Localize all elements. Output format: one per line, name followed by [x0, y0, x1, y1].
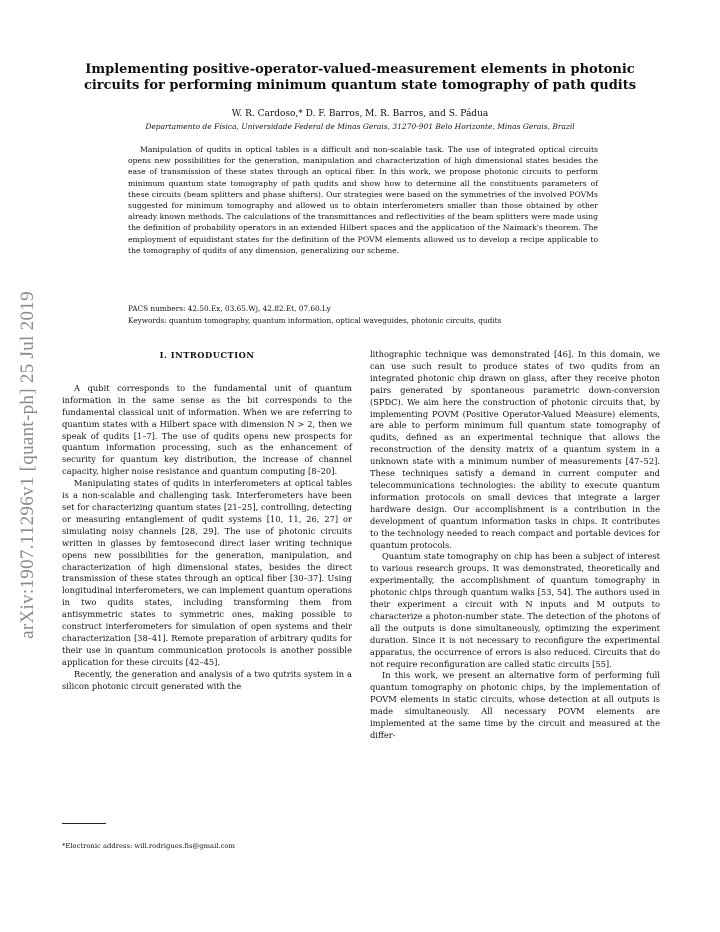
body-paragraph: lithographic technique was demonstrated [46]. In this domain, we can use such result to produce states of two qudits from an integrated photonic chip drawn on glass, after they receive photon pairs generated by spontaneous parametric down-conversion (SPDC). We aim here the construction of photonic circuits that, by implementing POVM (Positive Operator-Valued Measure) elements, are able to perform minimum full quantum state tomography of qudits, defined as an experimental technique that allows the reconstruction of the density matrix of a quantum system in a unknown state with a minimum number of measurements [47–52]. These techniques satisfy a demand in current computer and telecommunications technologies: the ability to execute quantum information protocols on small devices that integrate a larger hardware design. Our accomplishment is a contribution in the development of quantum information tasks in chips. It contributes to the technology needed to reach compact and portable devices for quantum protocols.	[370, 349, 660, 550]
footnote-email: *Electronic address: will.rodrigues.fis@gmail.com	[62, 842, 235, 850]
left-column	[62, 349, 352, 692]
arxiv-identifier: arXiv:1907.11296v1 [quant-ph] 25 Jul 2019	[17, 291, 38, 639]
right-column	[370, 349, 660, 742]
body-paragraph: In this work, we present an alternative form of performing full quantum tomography on photonic chips, by the implementation of POVM elements in static circuits, whose detection at all outputs is made simultaneously. All necessary POVM elements are implemented at the same time by the circuit and measured at the differ-	[370, 670, 660, 740]
author-list: W. R. Cardoso,* D. F. Barros, M. R. Barros, and S. Pádua	[231, 109, 489, 119]
abstract: Manipulation of qudits in optical tables is a difficult and non-scalable task. The use of integrated optical circuits opens new possibilities for the generation, manipulation and characterization of high dimensional states besides the ease of transmission of these states through an optical fiber. In this work, we propose photonic circuits to perform minimum quantum state tomography of path qudits and show how to determine all the constituents parameters of these circuits (beam splitters and phase shifters). Our strategies were based on the symmetries of the involved POVMs suggested for minimum tomography and allowed us to obtain interferometers smaller than those obtained by other already known methods. The calculations of the transmittances and reflectivities of the beam splitters were made using the definition of probability operators in an extended Hilbert spaces and the application of the Naimark's theorem. The employment of equidistant states for the definition of the POVM elements allowed us to develop a recipe applicable to the tomography of qudits of any dimension, generalizing our scheme.	[128, 145, 598, 255]
body-paragraph: Recently, the generation and analysis of a two qutrits system in a silicon photonic circuit generated with the	[62, 668, 352, 691]
affiliation: Departamento de Física, Universidade Federal de Minas Gerais, 31270-901 Belo Horizonte, Minas Gerais, Brazil	[145, 122, 575, 131]
footnote-divider	[62, 823, 106, 824]
arxiv-sidebar-stamp	[8, 250, 48, 680]
paper-title: Implementing positive-operator-valued-measurement elements in photonic circuits for performing minimum quantum state tomography of path qudits	[83, 62, 637, 93]
pacs-numbers: PACS numbers: 42.50.Ex, 03.65.Wj, 42.82.Et, 07.60.Ly	[128, 304, 331, 313]
section-heading-introduction: I. INTRODUCTION	[159, 350, 255, 360]
body-paragraph: Quantum state tomography on chip has been a subject of interest to various research groups. It was demonstrated, theoretically and experimentally, the accomplishment of quantum tomography in photonic chips through quantum walks [53, 54]. The authors used in their experiment a circuit with N inputs and M outputs to characterize a photon-number state. The detection of the photons of all the outputs is done simultaneously, optimizing the experiment duration. Since it is not necessary to reconfigure the experimental apparatus, the occurrence of errors is also reduced. Circuits that do not require reconfiguration are called static circuits [55].	[370, 551, 660, 669]
body-paragraph: A qubit corresponds to the fundamental unit of quantum information in the same sense as the bit corresponds to the fundamental classical unit of information. When we are referring to quantum states with a Hilbert space with dimension N > 2, then we speak of qudits [1–7]. The use of qudits opens new prospects for quantum information processing, such as the enhancement of security for quantum key distribution, the increase of channel capacity, higher noise resistance and quantum computing [8–20].	[62, 382, 352, 477]
keywords: Keywords: quantum tomography, quantum information, optical waveguides, photonic circuits, qudits	[128, 316, 502, 325]
body-paragraph: Manipulating states of qudits in interferometers at optical tables is a non-scalable and challenging task. Interferometers have been set for characterizing quantum states [21–25], controlling, detecting or measuring entanglement of qudit systems [10, 11, 26, 27] or simulating noisy channels [28, 29]. The use of photonic circuits written in glasses by femtosecond direct laser writing technique opens new possibilities for the generation, manipulation, and characterization of high dimensional states, besides the direct transmission of these states through an optical fiber [30–37]. Using longitudinal interferometers, we can implement quantum operations in two qudits states, including transforming them from antisymmetric states to symmetric ones, making possible to construct interferometers for simulation of open systems and their characterization [38–41]. Remote preparation of arbitrary qudits for their use in quantum communication protocols is another possible application for these circuits [42–45].	[62, 478, 352, 667]
